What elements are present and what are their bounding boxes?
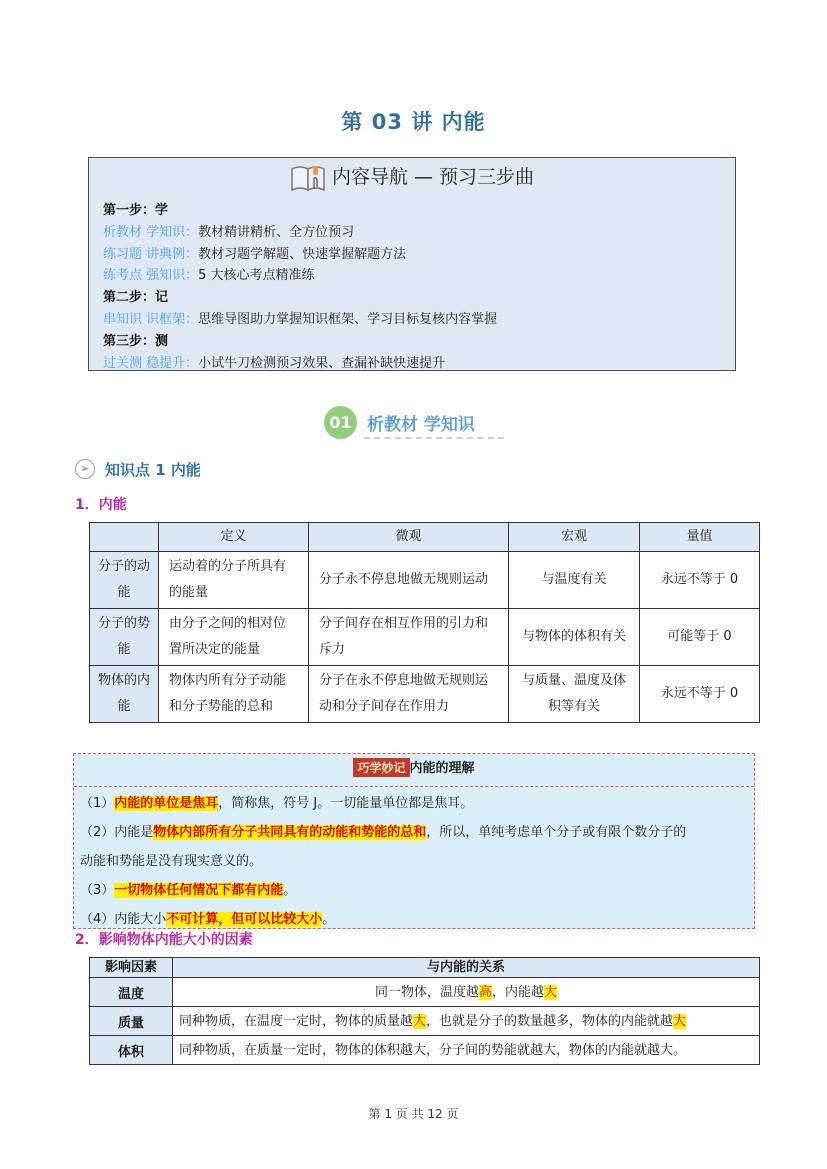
nav-heading-text: 内容导航 — 预习三步曲	[331, 166, 535, 188]
table-header	[90, 523, 159, 552]
nav-line: 练考点 强知识：5 大核心考点精准练	[103, 268, 315, 284]
tip-heading-text: 内能的理解	[409, 761, 475, 776]
table-row	[90, 552, 760, 609]
tip-tag: 巧学妙记	[353, 758, 409, 777]
row-header: 分子的势能	[90, 609, 159, 666]
subheading-factors: 2．影响物体内能大小的因素	[75, 932, 253, 948]
nav-line: 析教材 学知识：教材精讲精析、全方位预习	[103, 224, 355, 240]
section-badge	[324, 404, 506, 440]
arrow-circle-icon: ➢	[75, 459, 95, 479]
table-cell: 由分子之间的相对位置所决定的能量	[159, 609, 309, 666]
nav-line: 串知识 识框架：思维导图助力掌握知识框架、学习目标复核内容掌握	[103, 311, 498, 327]
table-cell: 同一物体，温度越高，内能越大	[173, 978, 760, 1007]
table-cell: 与质量、温度及体积等有关	[509, 666, 640, 723]
table-cell: 分子在永不停息地做无规则运动和分子间存在作用力	[309, 666, 509, 723]
table-cell: 永远不等于 0	[640, 666, 760, 723]
table-cell: 分子永不停息地做无规则运动	[309, 552, 509, 609]
nav-line: 练习题 讲典例：教材习题学解题、快速掌握解题方法	[103, 246, 407, 262]
table-cell: 同种物质，在质量一定时，物体的体积越大，分子间的势能就越大，物体的内能就越大。	[173, 1036, 760, 1065]
tip-heading	[74, 757, 754, 777]
table-header: 量值	[640, 523, 760, 552]
section-underline	[364, 437, 504, 439]
page-footer: 第 1 页 共 12 页	[368, 1107, 459, 1121]
row-header: 体积	[90, 1036, 173, 1065]
table-cell: 同种物质，在温度一定时，物体的质量越大，也就是分子的数量越多，物体的内能就越大	[173, 1007, 760, 1036]
table-row	[90, 666, 760, 723]
nav-line: 第二步：记	[103, 290, 169, 306]
table-header-row	[90, 958, 760, 978]
nav-line: 过关测 稳提升：小试牛刀检测预习效果、查漏补缺快速提升	[103, 355, 446, 371]
table-row	[90, 609, 760, 666]
table-header: 影响因素	[90, 958, 173, 978]
table-cell: 运动着的分子所具有的能量	[159, 552, 309, 609]
tip-lines	[80, 789, 752, 934]
book-hand-icon	[290, 163, 328, 193]
table-cell: 可能等于 0	[640, 609, 760, 666]
row-header: 质量	[90, 1007, 173, 1036]
nav-lines	[103, 200, 497, 374]
nav-line: 第三步：测	[103, 333, 169, 349]
row-header: 分子的动能	[90, 552, 159, 609]
subheading-internal-energy: 1．内能	[75, 497, 127, 513]
tip-box	[73, 753, 755, 929]
table-cell: 物体内所有分子动能和分子势能的总和	[159, 666, 309, 723]
nav-heading	[89, 162, 735, 193]
knowledge-point-title: 知识点 1 内能	[105, 461, 201, 479]
tip-line: （2）内能是物体内部所有分子共同具有的动能和势能的总和，所以，单纯考虑单个分子或有限个数分子的	[80, 825, 687, 840]
section-label: 析教材 学知识	[367, 415, 475, 435]
table-cell: 与温度有关	[509, 552, 640, 609]
table-header: 与内能的关系	[173, 958, 760, 978]
table-cell: 分子间存在相互作用的引力和斥力	[309, 609, 509, 666]
row-header: 物体的内能	[90, 666, 159, 723]
tip-line: （1）内能的单位是焦耳，简称焦，符号 J。一切能量单位都是焦耳。	[80, 796, 474, 811]
table-header: 宏观	[509, 523, 640, 552]
table-header-row	[90, 523, 760, 552]
tip-line: （3）一切物体任何情况下都有内能。	[80, 883, 297, 898]
tip-line: （4）内能大小不可计算，但可以比较大小。	[80, 912, 336, 927]
table-header: 微观	[309, 523, 509, 552]
table-row	[90, 1036, 760, 1065]
internal-energy-table	[89, 522, 760, 723]
nav-line: 第一步：学	[103, 203, 169, 218]
page-title: 第 03 讲 内能	[341, 110, 486, 134]
table-row	[90, 978, 760, 1007]
tip-line: 动能和势能是没有现实意义的。	[80, 854, 263, 869]
table-header: 定义	[159, 523, 309, 552]
tip-divider	[74, 786, 754, 787]
section-number: 01	[324, 406, 357, 439]
content-navigation-box	[88, 157, 736, 371]
table-cell: 永远不等于 0	[640, 552, 760, 609]
factors-table	[89, 957, 760, 1065]
table-cell: 与物体的体积有关	[509, 609, 640, 666]
row-header: 温度	[90, 978, 173, 1007]
table-row	[90, 1007, 760, 1036]
